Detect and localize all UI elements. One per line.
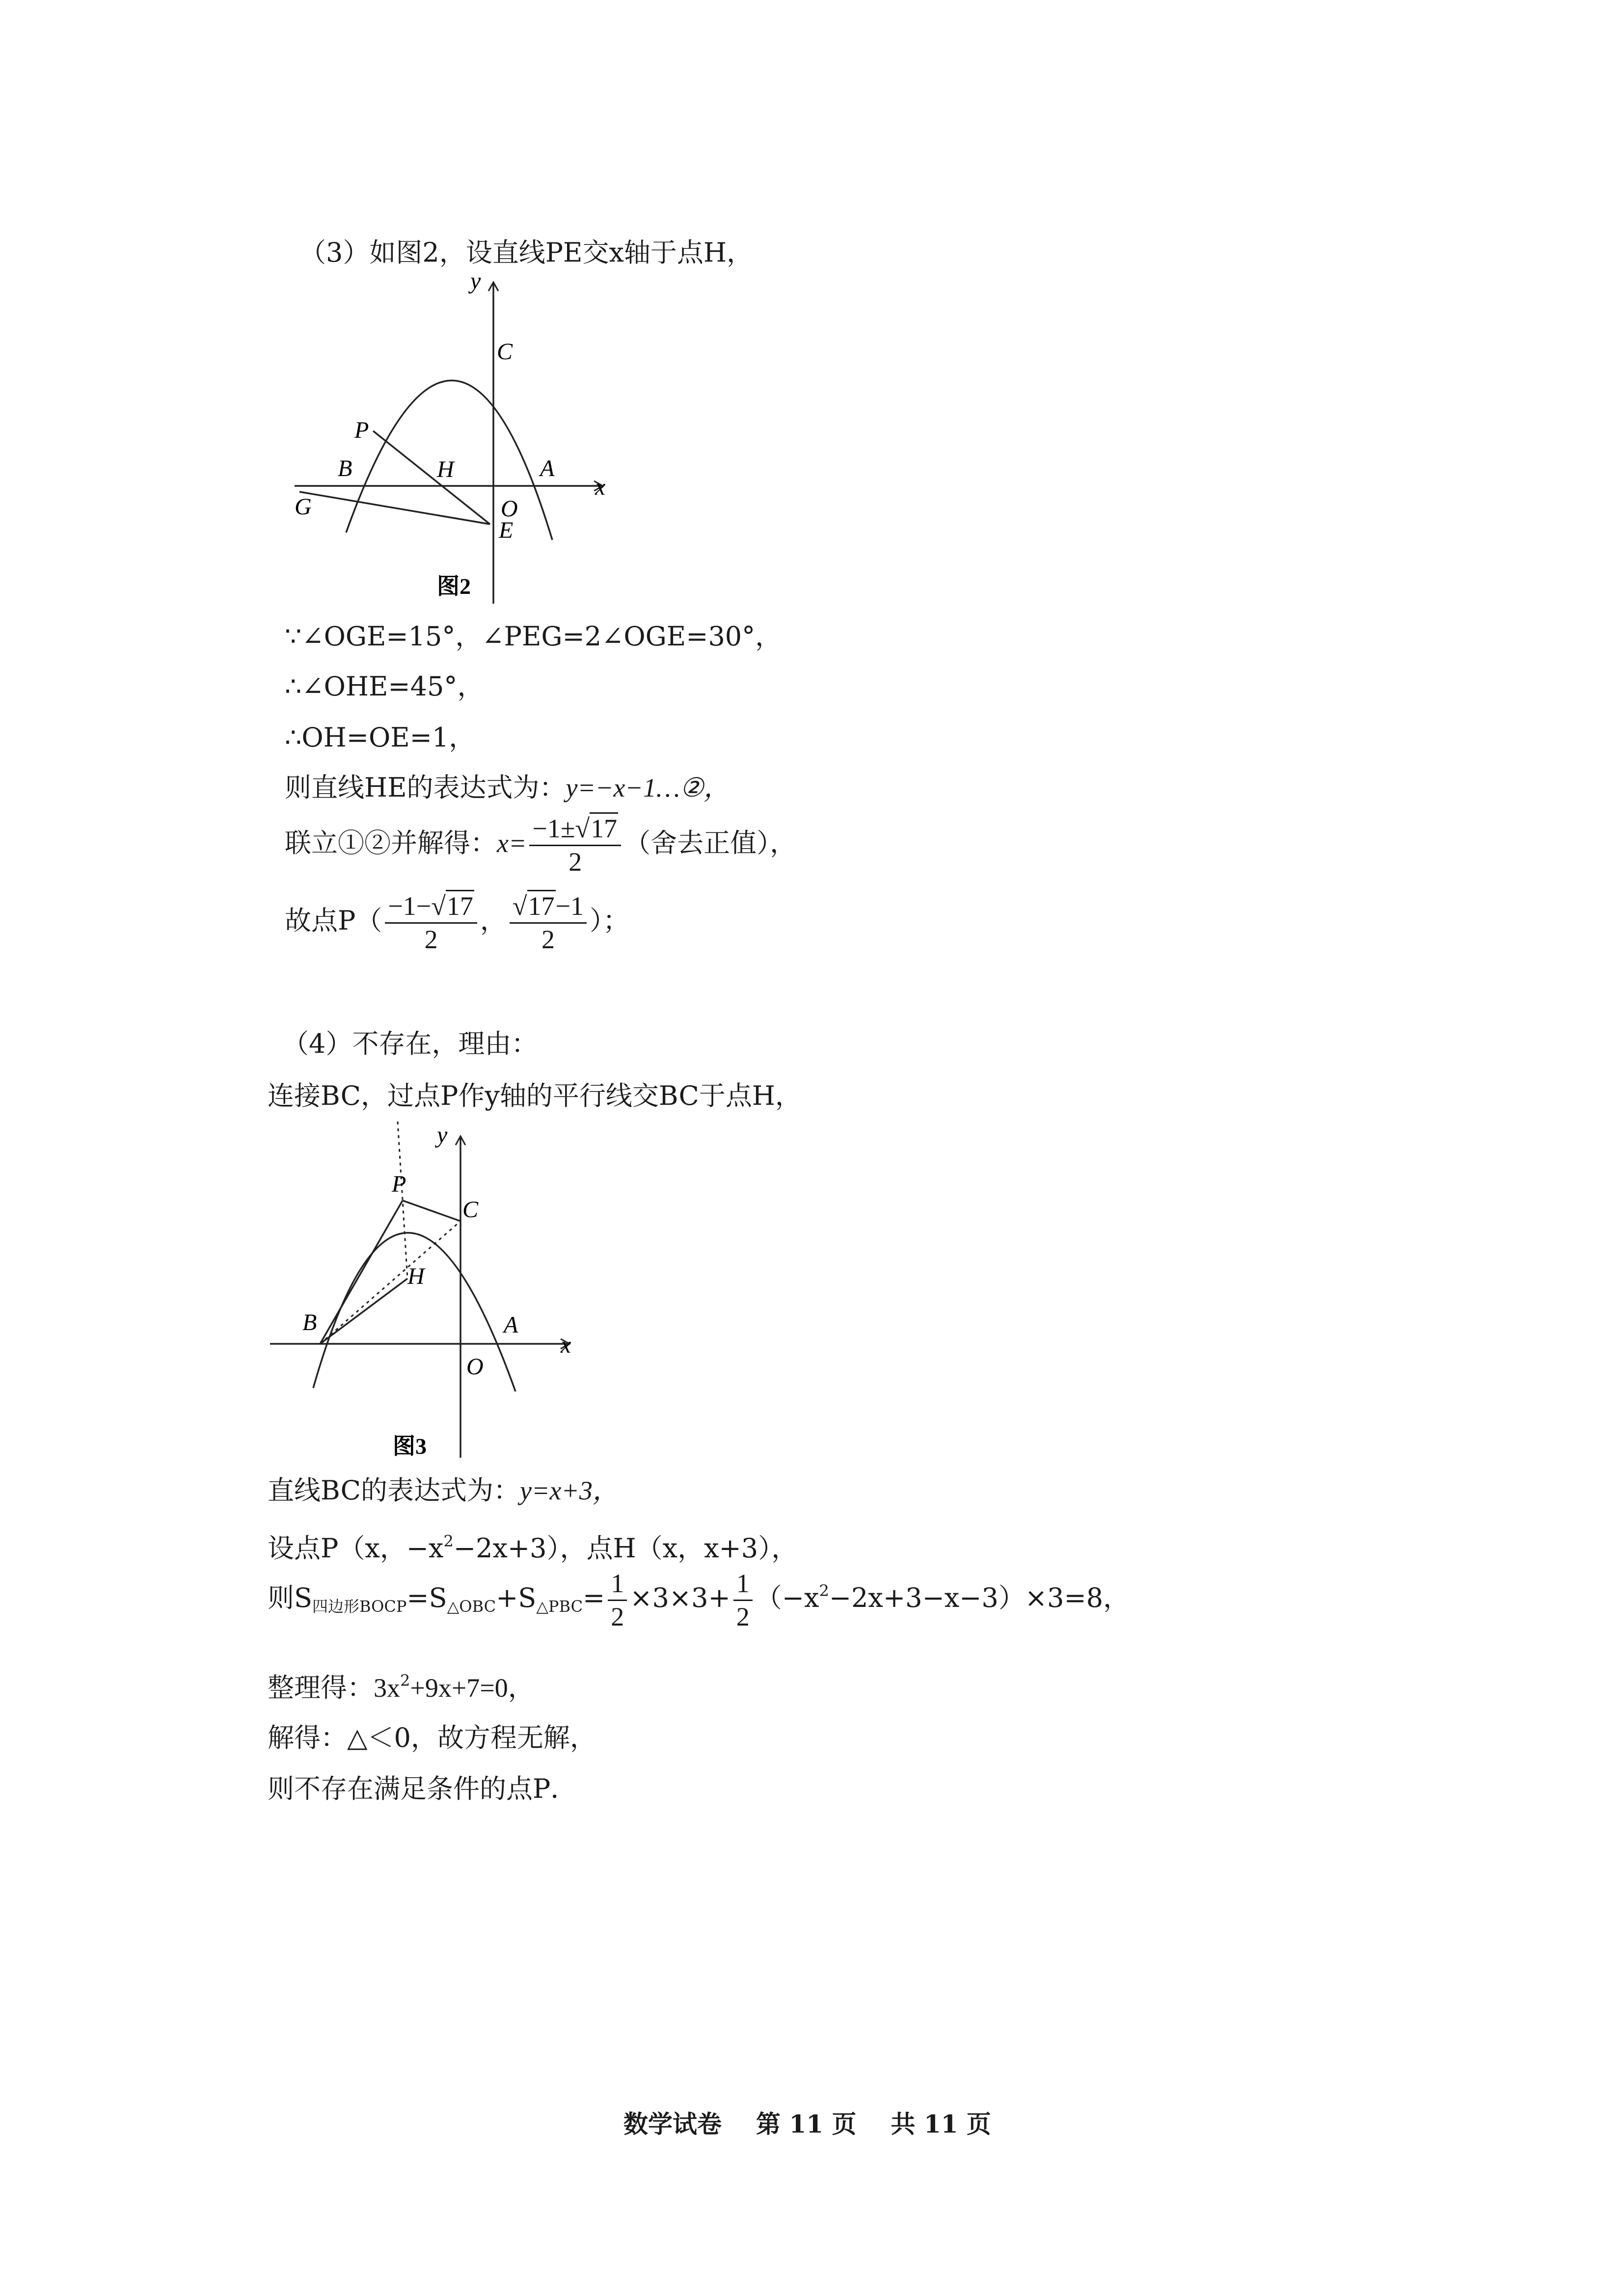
part3-line-5-suffix: （舍去正值）， — [624, 828, 797, 859]
fig2-label-B: B — [338, 455, 352, 481]
footer-total: 共 11 页 — [891, 2109, 991, 2138]
part3-line-6-frac1-denominator: 2 — [424, 924, 438, 954]
footer-page: 第 11 页 — [756, 2109, 857, 2138]
part4-line-4-c: +S — [496, 1582, 537, 1614]
fig3-label-O: O — [466, 1354, 484, 1380]
part3-intro: （3）如图2，设直线PE交x轴于点H， — [299, 237, 754, 268]
fig2-label-G: G — [295, 494, 312, 520]
part4-line-5-sup: 2 — [400, 1671, 410, 1690]
fig3-line-PC — [403, 1201, 460, 1221]
part4-line-4-frac1-num: 1 — [608, 1570, 627, 1601]
fig3-parabola — [313, 1233, 515, 1391]
figure-2-svg — [275, 265, 628, 609]
part3-line-6-frac2-numerator: √17−1 — [510, 892, 587, 924]
fig3-label-x: x — [561, 1332, 571, 1358]
fig3-label-B: B — [302, 1309, 317, 1335]
part4-line-4-g: −2x+3−x−3）×3=8， — [829, 1582, 1130, 1614]
part4-line-3-b: −2x+3），点H（x，x+3）， — [453, 1533, 798, 1564]
part4-title: （4）不存在，理由： — [282, 1028, 538, 1059]
part4-line-4-sub2: △OBC — [447, 1597, 496, 1616]
part4-line-4 — [268, 1570, 1130, 1630]
fig2-label-C: C — [497, 339, 513, 365]
part3-line-6-frac2-denominator: 2 — [541, 924, 555, 954]
part3-line-5-num-a: −1± — [532, 814, 575, 843]
part3-line-1: ∵∠OGE=15°，∠PEG=2∠OGE=30°， — [285, 621, 782, 652]
fig2-label-A: A — [540, 455, 555, 481]
part3-line-5-denominator: 2 — [568, 847, 582, 877]
part3-line-6-frac1-num-a: −1− — [388, 891, 432, 921]
part3-line-5-num-sqrt: 17 — [590, 812, 618, 843]
part4-line-5-prefix: 整理得： — [268, 1672, 374, 1703]
part4-line-4-a: 则S — [268, 1582, 312, 1614]
part3-line-5-var: x= — [497, 828, 527, 858]
fig2-label-H: H — [437, 456, 454, 482]
part3-line-6-suffix: ）； — [590, 905, 630, 936]
part4-line-1: 连接BC，过点P作y轴的平行线交BC于点H， — [268, 1080, 802, 1111]
part3-line-6-frac1-num-sqrt: 17 — [446, 890, 474, 921]
part4-line-2 — [268, 1477, 619, 1504]
part4-line-4-e: ×3×3+ — [630, 1582, 731, 1614]
part3-line-3: ∴OH=OE=1， — [285, 722, 476, 753]
figure-3 — [260, 1109, 594, 1463]
part3-line-5-fraction — [529, 815, 621, 876]
part3-line-6 — [285, 892, 629, 953]
part4-line-4-frac2-num: 1 — [733, 1570, 753, 1601]
fig3-line-BH — [320, 1279, 407, 1344]
figure-3-svg — [260, 1109, 594, 1463]
fig2-label-y: y — [470, 268, 481, 294]
fig3-label-A: A — [504, 1312, 518, 1338]
fig2-label-x: x — [595, 474, 606, 500]
fig2-caption: 图2 — [437, 574, 471, 599]
part4-line-4-d: = — [583, 1582, 605, 1614]
part4-line-3 — [268, 1532, 798, 1564]
fig3-label-H: H — [407, 1263, 425, 1289]
part3-line-6-prefix: 故点P（ — [285, 905, 382, 936]
part3-line-4-prefix: 则直线HE的表达式为： — [285, 772, 566, 803]
fig3-line-PH-vertical — [398, 1121, 407, 1279]
part4-line-4-sub1: 四边形BOCP — [312, 1597, 407, 1616]
fig3-label-y: y — [437, 1122, 448, 1148]
part3-line-4-eq: y=−x−1…②， — [566, 773, 731, 802]
part4-line-4-sub3: △PBC — [536, 1597, 583, 1616]
part3-line-5-numerator: −1±√17 — [529, 815, 621, 846]
part3-line-6-fraction-2 — [510, 892, 587, 953]
part3-line-5-prefix: 联立①②并解得： — [285, 828, 497, 859]
part3-line-6-frac1-numerator: −1−√17 — [385, 892, 477, 924]
part4-line-2-eq: y=x+3， — [520, 1476, 619, 1505]
part4-line-6: 解得：△＜0，故方程无解， — [268, 1722, 596, 1753]
part3-line-2: ∴∠OHE=45°， — [285, 671, 484, 702]
part3-line-6-frac2-num-b: −1 — [555, 891, 584, 921]
part4-line-4-fraction-1 — [608, 1570, 627, 1630]
part4-line-3-sup: 2 — [443, 1532, 454, 1550]
fig3-caption: 图3 — [393, 1434, 427, 1459]
part4-line-4-b: =S — [406, 1582, 447, 1614]
part3-line-5 — [285, 815, 796, 876]
fig2-label-P: P — [354, 417, 369, 443]
part4-line-5-b: +9x+7=0， — [410, 1673, 535, 1703]
fig2-line-PE — [373, 431, 490, 524]
part4-line-3-a: 设点P（x，−x — [268, 1533, 444, 1564]
part4-line-4-f: （−x — [755, 1582, 819, 1614]
part3-line-4 — [285, 774, 730, 801]
footer-subject: 数学试卷 — [623, 2109, 722, 2138]
part4-line-4-frac2-den: 2 — [736, 1602, 750, 1631]
part4-line-4-frac1-den: 2 — [611, 1602, 624, 1631]
fig2-label-O: O — [501, 496, 518, 522]
figure-2 — [275, 265, 628, 609]
part4-line-4-sup: 2 — [819, 1581, 829, 1601]
page-footer — [623, 2105, 1026, 2140]
fig3-line-BP — [320, 1201, 403, 1344]
fig2-label-E: E — [499, 517, 514, 543]
part4-line-7: 则不存在满足条件的点P． — [268, 1773, 577, 1804]
fig3-line-BC — [320, 1221, 460, 1344]
part4-line-2-prefix: 直线BC的表达式为： — [268, 1475, 520, 1506]
part3-line-6-frac2-num-sqrt: 17 — [527, 890, 556, 921]
part4-line-5 — [268, 1671, 535, 1703]
fig2-line-GE — [299, 492, 490, 524]
part4-line-4-fraction-2 — [733, 1570, 753, 1630]
part3-line-6-fraction-1 — [385, 892, 477, 953]
part3-line-6-sep: ， — [480, 905, 507, 936]
fig3-label-P: P — [392, 1171, 406, 1197]
fig3-label-C: C — [462, 1197, 479, 1223]
part4-line-5-a: 3x — [374, 1673, 400, 1703]
